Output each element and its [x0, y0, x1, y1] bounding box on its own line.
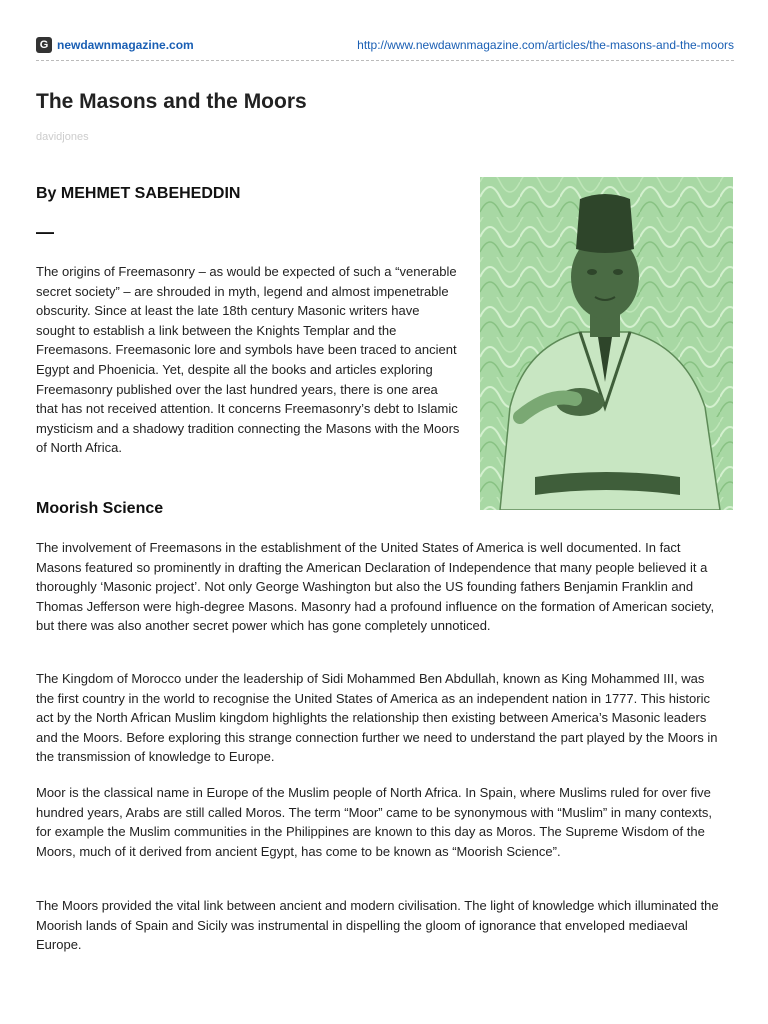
body-paragraph: The Kingdom of Morocco under the leadership of Sidi Mohammed Ben Abdullah, known as King Mohammed III, was the first country in the world to recognise the United States of America as an independent nation in 1777. This historic act by the North African Muslim kingdom highlights the relationship then existing between America’s Masonic leaders and the Moors. Before exploring this strange connection further we need to understand the part played by the Moors in the transmission of knowledge to Europe.	[36, 671, 718, 765]
article-title: The Masons and the Moors	[36, 90, 307, 113]
site-name-link[interactable]: newdawnmagazine.com	[57, 38, 194, 52]
portrait-photo-illustration	[480, 177, 733, 510]
article-author[interactable]: davidjones	[36, 131, 89, 143]
body-paragraph: The involvement of Freemasons in the establishment of the United States of America is well documented. In fact Masons featured so prominently in drafting the American Declaration of Independence that many people believed it a thoroughly ‘Masonic project’. Not only George Washington but also the US founding fathers Benjamin Franklin and Thomas Jefferson were high-degree Masons. Masonry had a profound influence on the formation of American society, but there was also another secret power which has gone completely unnoticed.	[36, 540, 715, 634]
body-paragraph: Moor is the classical name in Europe of the Muslim people of North Africa. In Spain, where Muslims ruled for over five hundred years, Arabs are still called Moros. The term “Moor” came to be synonymous with “Muslim” in many contexts, for example the Muslim communities in the Philippines are known to this day as Moros. The Supreme Wisdom of the Moors, much of it derived from ancient Egypt, has come to be known as “Moorish Science”.	[36, 785, 713, 859]
intro-paragraph: The origins of Freemasonry – as would be expected of such a “venerable secret society” – are shrouded in myth, legend and almost impenetrable obscurity. Since at least the late 18th century Masonic writers have sought to establish a link between the Knights Templar and the Freemasons. Freemasonic lore and symbols have been traced to ancient Egypt and Phoenicia. Yet, despite all the books and articles exploring Freemasonry published over the last hundred years, there is one area that has not received attention. It concerns Freemasonry’s debt to Islamic mysticism and a shadowy tradition connecting the Masons with the Moors of North Africa.	[36, 264, 460, 456]
site-brand[interactable]	[36, 37, 194, 53]
header-divider	[36, 60, 734, 61]
section-heading: Moorish Science	[36, 500, 164, 517]
portrait-photo	[480, 177, 733, 510]
site-header	[36, 37, 734, 55]
article-url-link[interactable]: http://www.newdawnmagazine.com/articles/the-masons-and-the-moors	[357, 38, 734, 52]
article-byline: By MEHMET SABEHEDDIN	[36, 185, 241, 202]
body-paragraph: The Moors provided the vital link between ancient and modern civilisation. The light of knowledge which illuminated the Moorish lands of Spain and Sicily was instrumental in dispelling the gloom of ignorance that enveloped mediaeval Europe.	[36, 898, 719, 953]
site-logo-icon: G	[36, 37, 52, 53]
byline-separator: —	[36, 222, 54, 242]
